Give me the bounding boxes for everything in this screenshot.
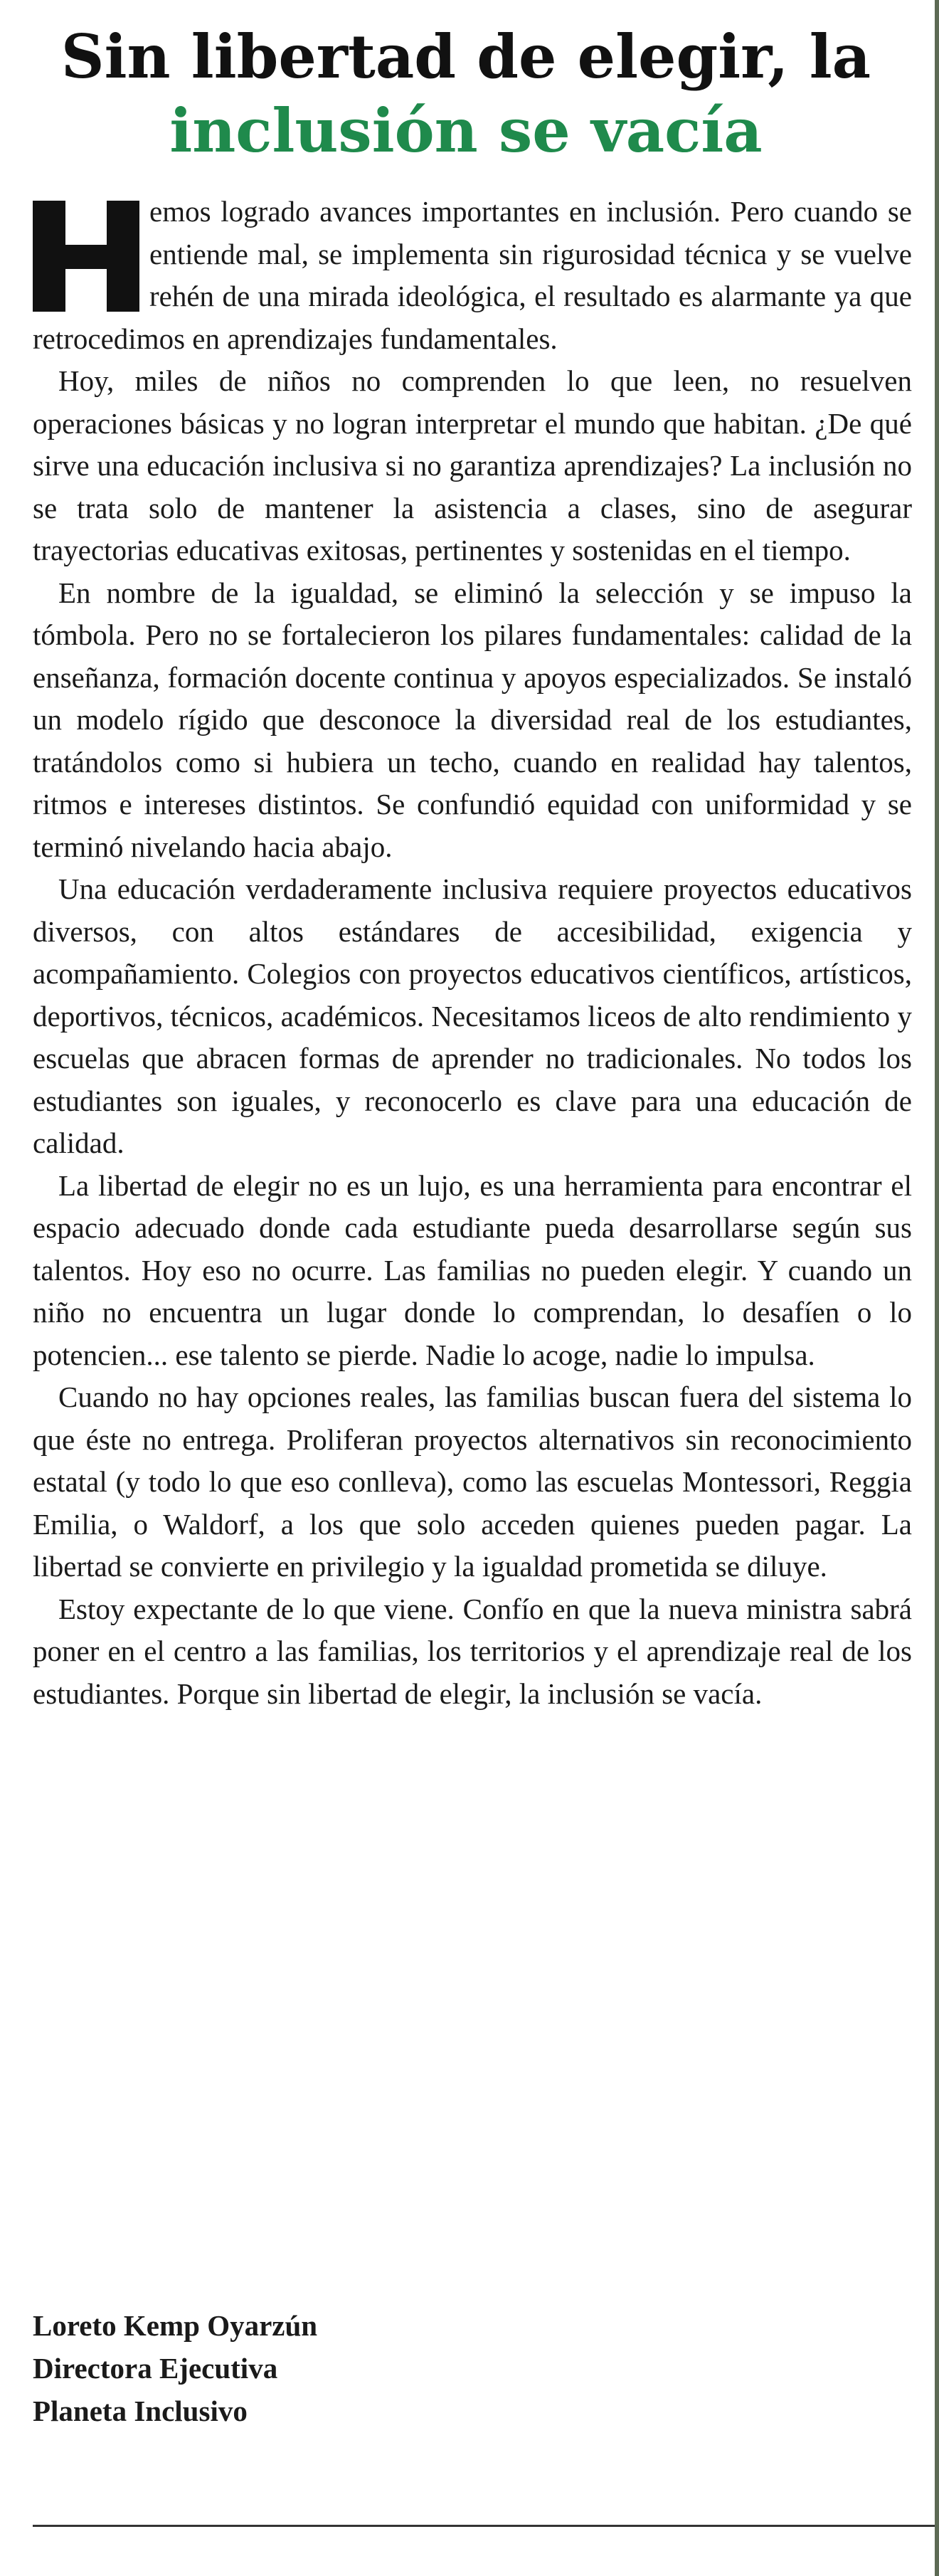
paragraph-6: Cuando no hay opciones reales, las familias buscan fuera del sistema lo que éste no entrega. Proliferan proyectos alternativos sin reconocimiento estatal (y todo lo que eso conlleva), como las escuelas Montessori, Reggia Emilia, o Waldorf, a los que solo acceden quienes pueden pagar. La libertad se convierte en privilegio y la igualdad prometida se diluye.	[33, 1381, 912, 1583]
paragraph-1-text: emos logrado avances importantes en inclusión. Pero cuando se entiende mal, se implementa sin rigurosidad técnica y se vuelve rehén de una mirada ideológica, el resultado es alarmante ya que retrocedimos en aprendizajes fundamentales.	[33, 195, 912, 355]
signature-block	[33, 2304, 886, 2432]
paragraph-2: Hoy, miles de niños no comprenden lo que leen, no resuelven operaciones básicas y no logran interpretar el mundo que habitan. ¿De qué sirve una educación inclusiva si no garantiza aprendizajes? La inclusión no se trata solo de mantener la asistencia a clases, sino de asegurar trayectorias educativas exitosas, pertinentes y sostenidas en el tiempo.	[33, 364, 912, 566]
author-name: Loreto Kemp Oyarzún	[33, 2309, 318, 2342]
paragraph-4: Una educación verdaderamente inclusiva requiere proyectos educativos diversos, con altos estándares de accesibilidad, exigencia y acompañamiento. Colegios con proyectos educativos científicos, artísticos, deportivos, técnicos, académicos. Necesitamos liceos de alto rendimiento y escuelas que abracen formas de aprender no tradicionales. No todos los estudiantes son iguales, y reconocerlo es clave para una educación de calidad.	[33, 872, 912, 1159]
paragraph-3: En nombre de la igualdad, se eliminó la selección y se impuso la tómbola. Pero no se fortalecieron los pilares fundamentales: calidad de la enseñanza, formación docente continua y apoyos especializados. Se instaló un modelo rígido que desconoce la diversidad real de los estudiantes, tratándolos como si hubiera un techo, cuando en realidad hay talentos, ritmos e intereses distintos. Se confundió equidad con uniformidad y se terminó nivelando hacia abajo.	[33, 576, 912, 863]
headline	[0, 20, 932, 168]
author-role: Directora Ejecutiva	[33, 2352, 278, 2385]
paragraph-5: La libertad de elegir no es un lujo, es una herramienta para encontrar el espacio adecuado donde cada estudiante pueda desarrollarse según sus talentos. Hoy eso no ocurre. Las familias no pueden elegir. Y cuando un niño no encuentra un lugar donde lo comprendan, lo desafíen o lo potencien... ese talento se pierde. Nadie lo acoge, nadie lo impulsa.	[33, 1168, 912, 1371]
paragraph-7: Estoy expectante de lo que viene. Confío en que la nueva ministra sabrá poner en el centro a las familias, los territorios y el aprendizaje real de los estudiantes. Porque sin libertad de elegir, la inclusión se vacía.	[33, 1592, 912, 1710]
author-organization: Planeta Inclusivo	[33, 2395, 248, 2427]
drop-cap	[33, 201, 139, 312]
paragraph-1	[33, 191, 912, 360]
column-rule	[935, 0, 939, 2576]
drop-cap-glyph	[33, 201, 139, 312]
headline-line-1: Sin libertad de elegir, la	[60, 21, 871, 92]
bottom-divider	[33, 2525, 935, 2527]
article-body	[33, 191, 912, 1715]
headline-line-2: inclusión se vacía	[169, 95, 763, 166]
